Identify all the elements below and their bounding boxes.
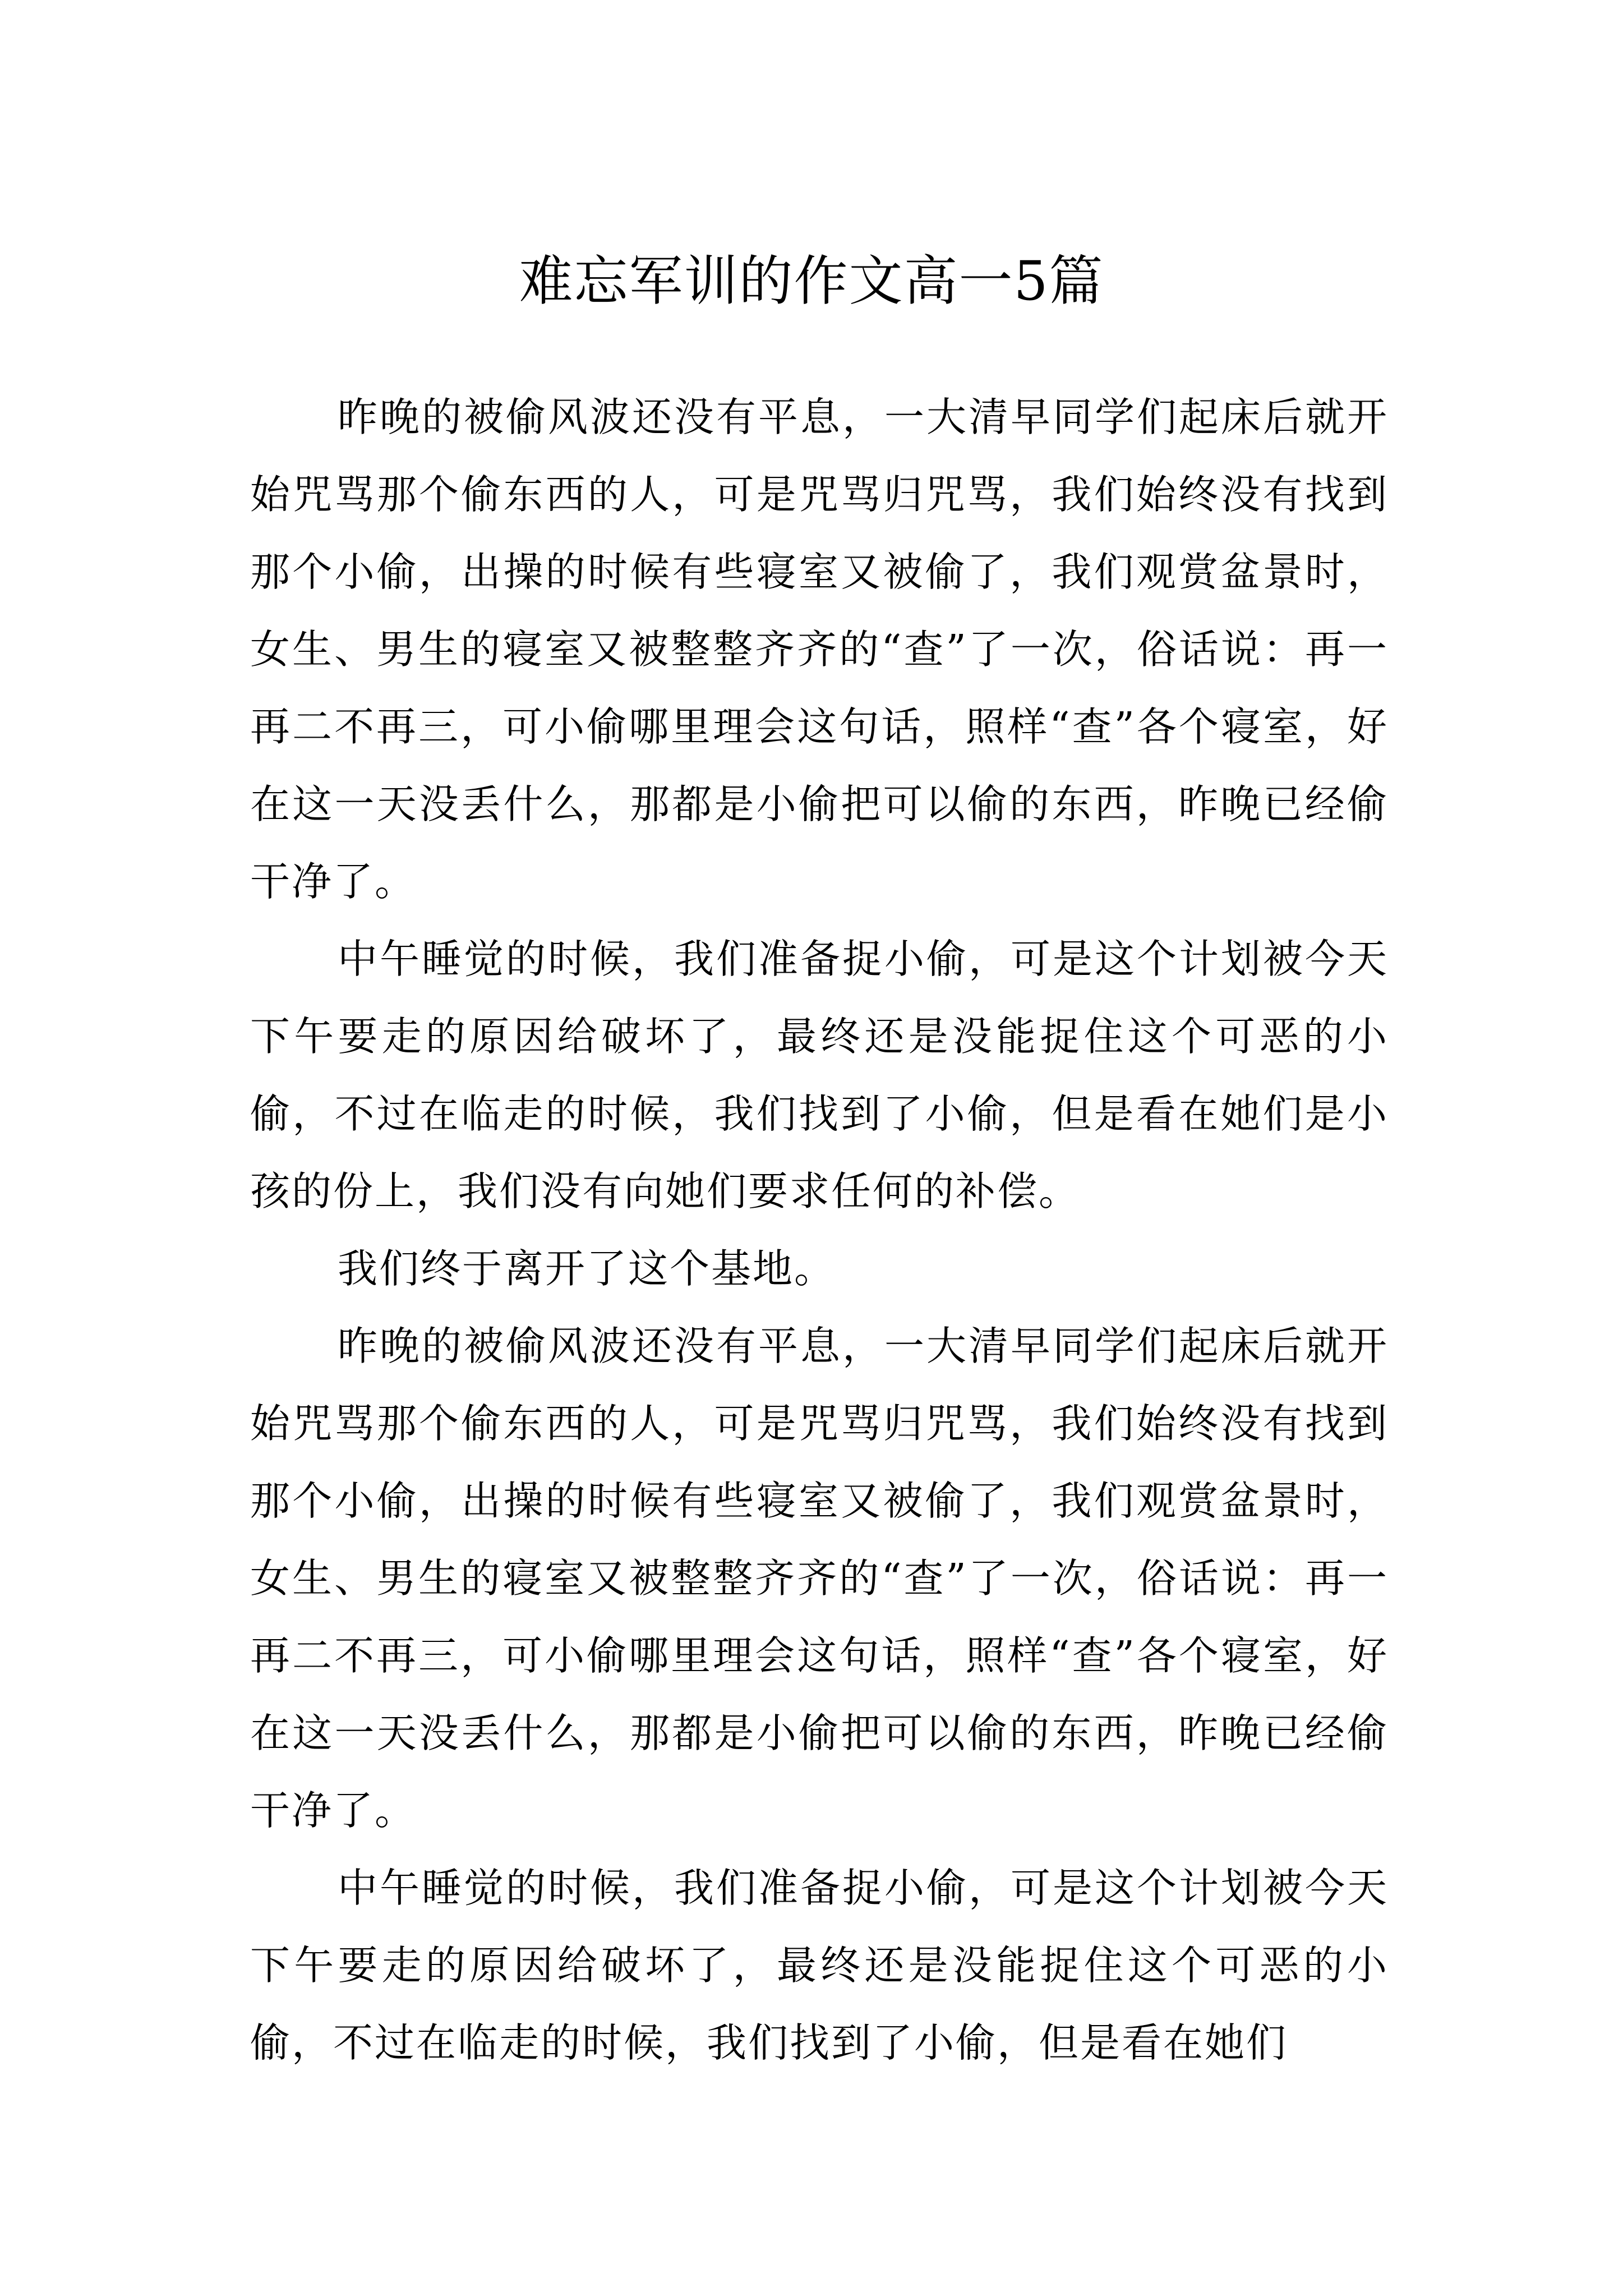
document-body <box>250 379 1389 2082</box>
paragraph: 我们终于离开了这个基地。 <box>338 1245 836 1292</box>
paragraph: 昨晚的被偷风波还没有平息，一大清早同学们起床后就开始咒骂那个偷东西的人，可是咒骂归咒骂，我们始终没有找到那个小偷，出操的时候有些寝室又被偷了，我们观赏盆景时，女生、男生的寝室又被整整齐齐的“查”了一次，俗话说：再一再二不再三，可小偷哪里理会这句话，照样“查”各个寝室，好在这一天没丢什么，那都是小偷把可以偷的东西，昨晚已经偷干净了。 <box>250 1323 1389 1834</box>
paragraph: 中午睡觉的时候，我们准备捉小偷，可是这个计划被今天下午要走的原因给破坏了，最终还是没能捉住这个可恶的小偷，不过在临走的时候，我们找到了小偷，但是看在她们是小孩的份上，我们没有向她们要求任何的补偿。 <box>250 936 1389 1214</box>
paragraph: 昨晚的被偷风波还没有平息，一大清早同学们起床后就开始咒骂那个偷东西的人，可是咒骂归咒骂，我们始终没有找到那个小偷，出操的时候有些寝室又被偷了，我们观赏盆景时，女生、男生的寝室又被整整齐齐的“查”了一次，俗话说：再一再二不再三，可小偷哪里理会这句话，照样“查”各个寝室，好在这一天没丢什么，那都是小偷把可以偷的东西，昨晚已经偷干净了。 <box>250 394 1389 905</box>
paragraph: 中午睡觉的时候，我们准备捉小偷，可是这个计划被今天下午要走的原因给破坏了，最终还是没能捉住这个可恶的小偷，不过在临走的时候，我们找到了小偷，但是看在她们 <box>250 1865 1389 2066</box>
document-title: 难忘军训的作文高一5篇 <box>519 250 1104 313</box>
